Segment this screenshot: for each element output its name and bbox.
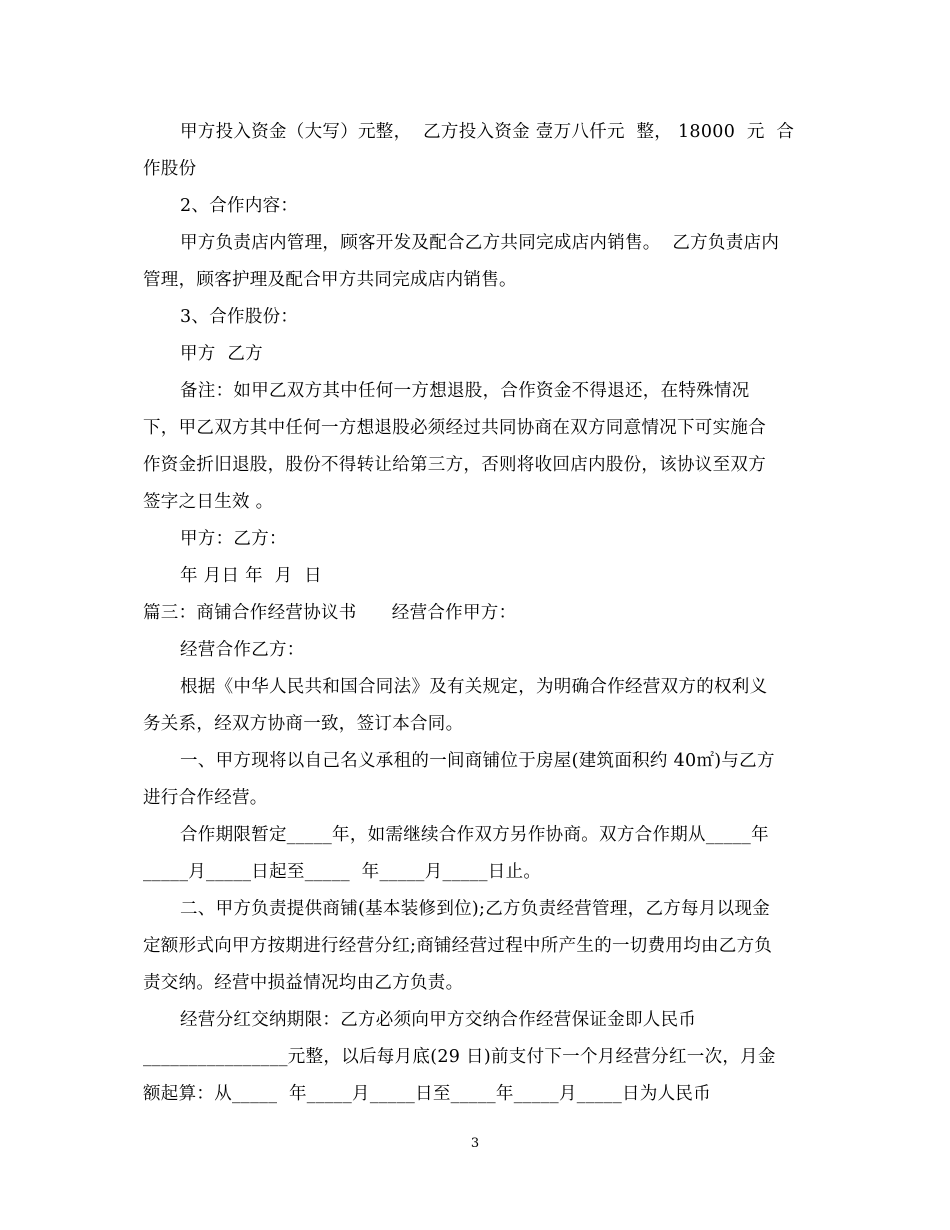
text-line: 甲方：乙方：	[180, 529, 287, 549]
text-line: 甲方 乙方	[180, 344, 263, 364]
text-line: _____月_____日起至_____ 年_____月_____日止。	[143, 862, 542, 882]
text-line: 经营分红交纳期限：乙方必须向甲方交纳合作经营保证金即人民币	[180, 1010, 697, 1030]
text-line: 经营合作乙方：	[180, 640, 305, 660]
text-line: 定额形式向甲方按期进行经营分红;商铺经营过程中所产生的一切费用均由乙方负	[143, 936, 773, 956]
text-line: 3、合作股份：	[180, 307, 299, 327]
page-number: 3	[470, 1136, 480, 1151]
text-line: 甲方负责店内管理，顾客开发及配合乙方共同完成店内销售。 乙方负责店内	[180, 233, 780, 253]
text-line: 作股份	[143, 159, 197, 179]
text-line: 年 月日 年 月 日	[180, 566, 322, 586]
text-line: 作资金折旧退股，股份不得转让给第三方，否则将收回店内股份，该协议至双方	[143, 455, 766, 475]
text-line: ________________元整，以后每月底(29 日)前支付下一个月经营分红一次，月金	[143, 1047, 776, 1067]
text-line: 甲方投入资金（大写）元整， 乙方投入资金 壹万八仟元 整， 18000 元 合	[180, 122, 795, 142]
text-line: 一、甲方现将以自己名义承租的一间商铺位于房屋(建筑面积约 40㎡)与乙方	[180, 751, 775, 771]
text-line: 根据《中华人民共和国合同法》及有关规定，为明确合作经营双方的权利义	[180, 677, 768, 697]
text-line: 进行合作经营。	[143, 788, 268, 808]
text-line: 下，甲乙双方其中任何一方想退股必须经过共同协商在双方同意情况下可实施合	[143, 418, 766, 438]
text-line: 责交纳。经营中损益情况均由乙方负责。	[143, 973, 464, 993]
text-line: 务关系，经双方协商一致，签订本合同。	[143, 714, 464, 734]
text-line: 额起算：从_____ 年_____月_____日至_____年_____月_____日为人民币	[143, 1084, 712, 1104]
text-line: 合作期限暂定_____年，如需继续合作双方另作协商。双方合作期从_____年	[180, 825, 769, 845]
text-line: 签字之日生效 。	[143, 492, 274, 512]
section-heading: 篇三：商铺合作经营协议书 经营合作甲方：	[143, 603, 517, 623]
text-line: 二、甲方负责提供商铺(基本装修到位);乙方负责经营管理，乙方每月以现金	[180, 899, 771, 919]
text-line: 2、合作内容：	[180, 196, 299, 216]
text-line: 管理，顾客护理及配合甲方共同完成店内销售。	[143, 270, 517, 290]
text-line: 备注：如甲乙双方其中任何一方想退股，合作资金不得退还，在特殊情况	[180, 381, 750, 401]
